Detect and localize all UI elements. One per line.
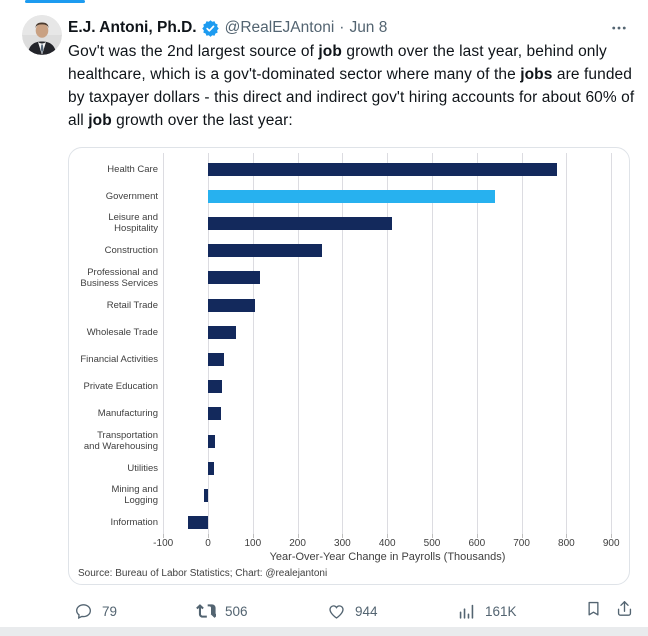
bookmark-icon xyxy=(584,599,603,623)
x-axis-tick-label: 600 xyxy=(468,538,486,549)
avatar-image xyxy=(22,15,62,55)
chart-bar xyxy=(208,244,322,257)
chart-card xyxy=(68,147,630,585)
x-axis-tick-label: 500 xyxy=(423,538,441,549)
chart-gridline xyxy=(611,153,612,534)
category-label: Wholesale Trade xyxy=(86,326,158,338)
category-label: Health Care xyxy=(107,163,158,175)
x-axis-tick-label: 700 xyxy=(513,538,530,549)
chart-x-axis-title: Year-Over-Year Change in Payrolls (Thousands) xyxy=(269,551,506,563)
chart-bar xyxy=(204,489,208,502)
separator: · xyxy=(339,19,345,36)
category-label: Mining and Logging xyxy=(111,484,158,507)
reply-icon xyxy=(74,602,93,621)
category-label: Professional and Business Services xyxy=(80,266,158,289)
share-button[interactable] xyxy=(615,596,634,626)
category-label: Information xyxy=(110,517,158,529)
chart-gridline xyxy=(566,153,567,534)
chart-bar xyxy=(208,407,221,420)
reply-button[interactable] xyxy=(74,596,117,626)
bookmark-button[interactable] xyxy=(584,596,603,626)
active-tab-indicator xyxy=(25,0,85,3)
next-item-divider xyxy=(0,627,648,636)
tweet-text xyxy=(68,40,636,132)
like-count: 944 xyxy=(355,603,378,619)
chart-gridline xyxy=(208,153,209,534)
chart-bar xyxy=(208,462,214,475)
x-axis-tick-label: 0 xyxy=(205,538,211,549)
category-label: Manufacturing xyxy=(97,408,158,420)
tweet-text-segment: are funded by taxpayer dollars - this direct and indirect gov't hiring accounts for about 60% of all xyxy=(68,66,635,129)
chart-bar xyxy=(208,163,557,176)
chart-bar xyxy=(208,217,392,230)
x-axis-tick-label: 800 xyxy=(558,538,575,549)
repost-count: 506 xyxy=(225,603,248,619)
tweet-text-segment: growth over the last year, behind only healthcare, which is a gov't-dominated sector where many of the xyxy=(68,43,607,83)
category-label: Transportation and Warehousing xyxy=(83,430,158,452)
chart-bar xyxy=(208,435,215,448)
avatar[interactable] xyxy=(22,15,62,55)
chart-gridline xyxy=(253,153,254,534)
chart-bar xyxy=(208,190,495,203)
more-icon[interactable] xyxy=(608,17,630,39)
chart-gridline xyxy=(477,153,478,534)
chart-bar xyxy=(208,380,222,393)
tweet-header xyxy=(68,17,387,39)
category-label: Retail Trade xyxy=(106,299,158,311)
chart-bar xyxy=(188,516,208,529)
chart-gridline xyxy=(298,153,299,534)
x-axis-tick-label: 400 xyxy=(378,538,396,549)
reply-count: 79 xyxy=(102,603,118,619)
x-axis-tick-label: 300 xyxy=(334,538,351,549)
views-button[interactable] xyxy=(457,596,517,626)
chart-gridline xyxy=(163,153,164,534)
chart-bar xyxy=(208,299,255,312)
chart-gridline xyxy=(387,153,388,534)
chart-source: Source: Bureau of Labor Statistics; Chart: @realejantoni xyxy=(78,568,328,579)
repost-icon xyxy=(196,601,216,621)
tweet-text-bold-keyword: job xyxy=(88,112,112,129)
category-label: Private Education xyxy=(83,381,158,393)
display-name[interactable]: E.J. Antoni, Ph.D. xyxy=(68,19,197,36)
category-label: Utilities xyxy=(127,462,158,474)
x-axis-tick-label: -100 xyxy=(153,538,174,549)
tweet-text-bold-keyword: jobs xyxy=(520,66,553,83)
handle[interactable]: @RealEJAntoni xyxy=(224,19,335,36)
chart-bar xyxy=(208,326,236,339)
verified-badge-icon xyxy=(201,19,220,38)
like-icon xyxy=(327,602,346,621)
chart-bar xyxy=(208,353,224,366)
like-button[interactable] xyxy=(327,596,378,626)
views-icon xyxy=(457,602,476,621)
tweet-text-bold-keyword: job xyxy=(318,43,342,60)
share-icon xyxy=(615,599,634,623)
x-axis-tick-label: 200 xyxy=(289,538,306,549)
x-axis-tick-label: 100 xyxy=(244,538,262,549)
x-axis-tick-label: 900 xyxy=(602,538,620,549)
chart-gridline xyxy=(522,153,523,534)
tweet-text-segment: growth over the last year: xyxy=(111,112,293,129)
category-label: Government xyxy=(105,190,158,202)
view-count: 161K xyxy=(485,603,517,619)
category-label: Construction xyxy=(104,245,158,257)
chart-gridline xyxy=(342,153,343,534)
repost-button[interactable] xyxy=(196,596,248,626)
category-label: Leisure and Hospitality xyxy=(108,212,158,235)
engagement-bar xyxy=(0,596,648,626)
category-label: Financial Activities xyxy=(80,353,158,365)
tweet-text-segment: Gov't was the 2nd largest source of xyxy=(68,43,319,60)
chart-bar xyxy=(208,271,260,284)
timestamp[interactable]: Jun 8 xyxy=(349,19,388,36)
chart-gridline xyxy=(432,153,433,534)
